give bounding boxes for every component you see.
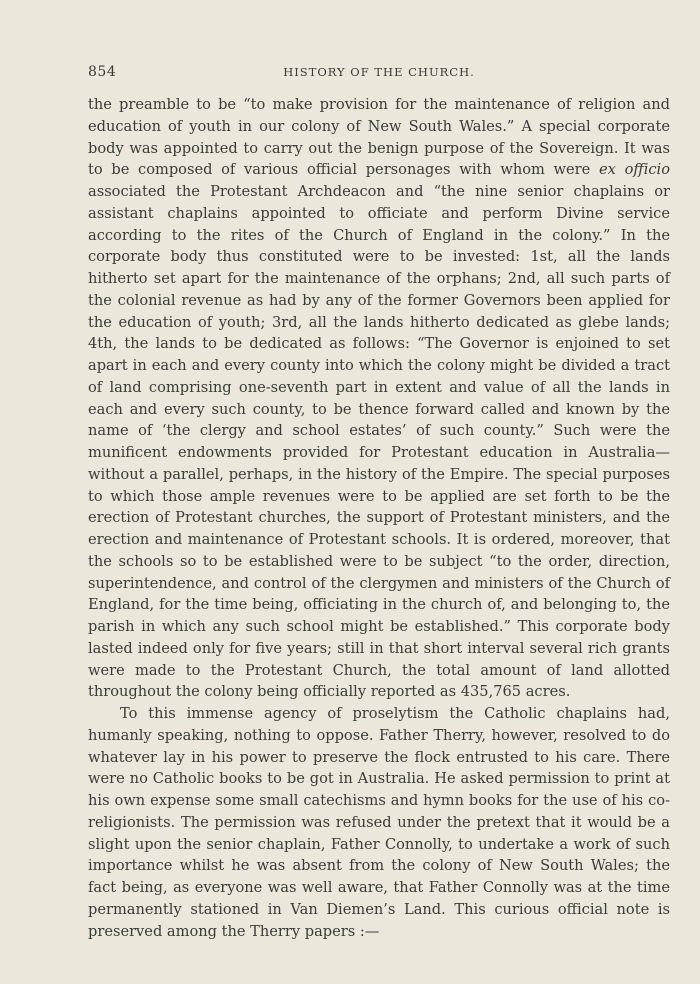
running-head: HISTORY OF THE CHURCH. [283, 65, 475, 79]
paragraph-1 [88, 94, 670, 703]
paragraph-1-start: the preamble to be “to make provision for the maintenance of religion and education of youth in our colony of New South Wales.” A special corporate body was appointed to carry out the benign purpose of the Sovereign. It was to be composed of various official personages with whom were [88, 96, 670, 179]
page-number: 854 [88, 64, 117, 80]
paragraph-2: To this immense agency of proselytism the Catholic chaplains had, humanly speaking, nothing to oppose. Father Therry, however, resolved to do whatever lay in his power to preserve the flock entrusted to his care. There were no Catholic books to be got in Australia. He asked permission to print at his own expense some small catechisms and hymn books for the use of his co-religionists. The permission was refused under the pretext that it would be a slight upon the senior chaplain, Father Connolly, to undertake a work of such importance whilst he was absent from the colony of New South Wales; the fact being, as everyone was well aware, that Father Connolly was at the time permanently stationed in Van Diemen’s Land. This curious official note is preserved among the Therry papers :— [88, 705, 670, 940]
page-header [88, 64, 670, 82]
paragraph-1-rest: associated the Protestant Archdeacon and “the nine senior chaplains or assistant chaplains appointed to officiate and perform Divine service according to the rites of the Church of England in the colony.” In the corporate body thus constituted were to be invested: 1st, all the lands hitherto set apart for the maintenance of the orphans; 2nd, all such parts of the colonial revenue as had by any of the former Governors been applied for the education of youth; 3rd, all the lands hitherto dedicated as glebe lands; 4th, the lands to be dedicated as follows: “The Governor is enjoined to set apart in each and every county into which the colony might be divided a tract of land comprising one-seventh part in extent and value of all the lands in each and every such county, to be thence forward called and known by the name of ‘the clergy and school estates’ of such county.” Such were the munificent endowments provided for Protestant education in Australia—without a parallel, perhaps, in the history of the Empire. The special purposes to which those ample revenues were to be applied are set forth to be the erection of Protestant churches, the support of Protestant ministers, and the erection and maintenance of Protestant schools. It is ordered, moreover, that the schools so to be established were to be subject “to the order, direction, superintendence, and control of the clergymen and ministers of the Church of England, for the time being, officiating in the church of, and belonging to, the parish in which any such school might be established.” This corporate body lasted indeed only for five years; still in that short interval several rich grants were made to the Protestant Church, the total amount of land allotted throughout the colony being officially reported as 435,765 acres. [88, 183, 670, 701]
paragraph-1-italic-phrase: ex officio [599, 161, 670, 179]
body-text [88, 94, 670, 942]
